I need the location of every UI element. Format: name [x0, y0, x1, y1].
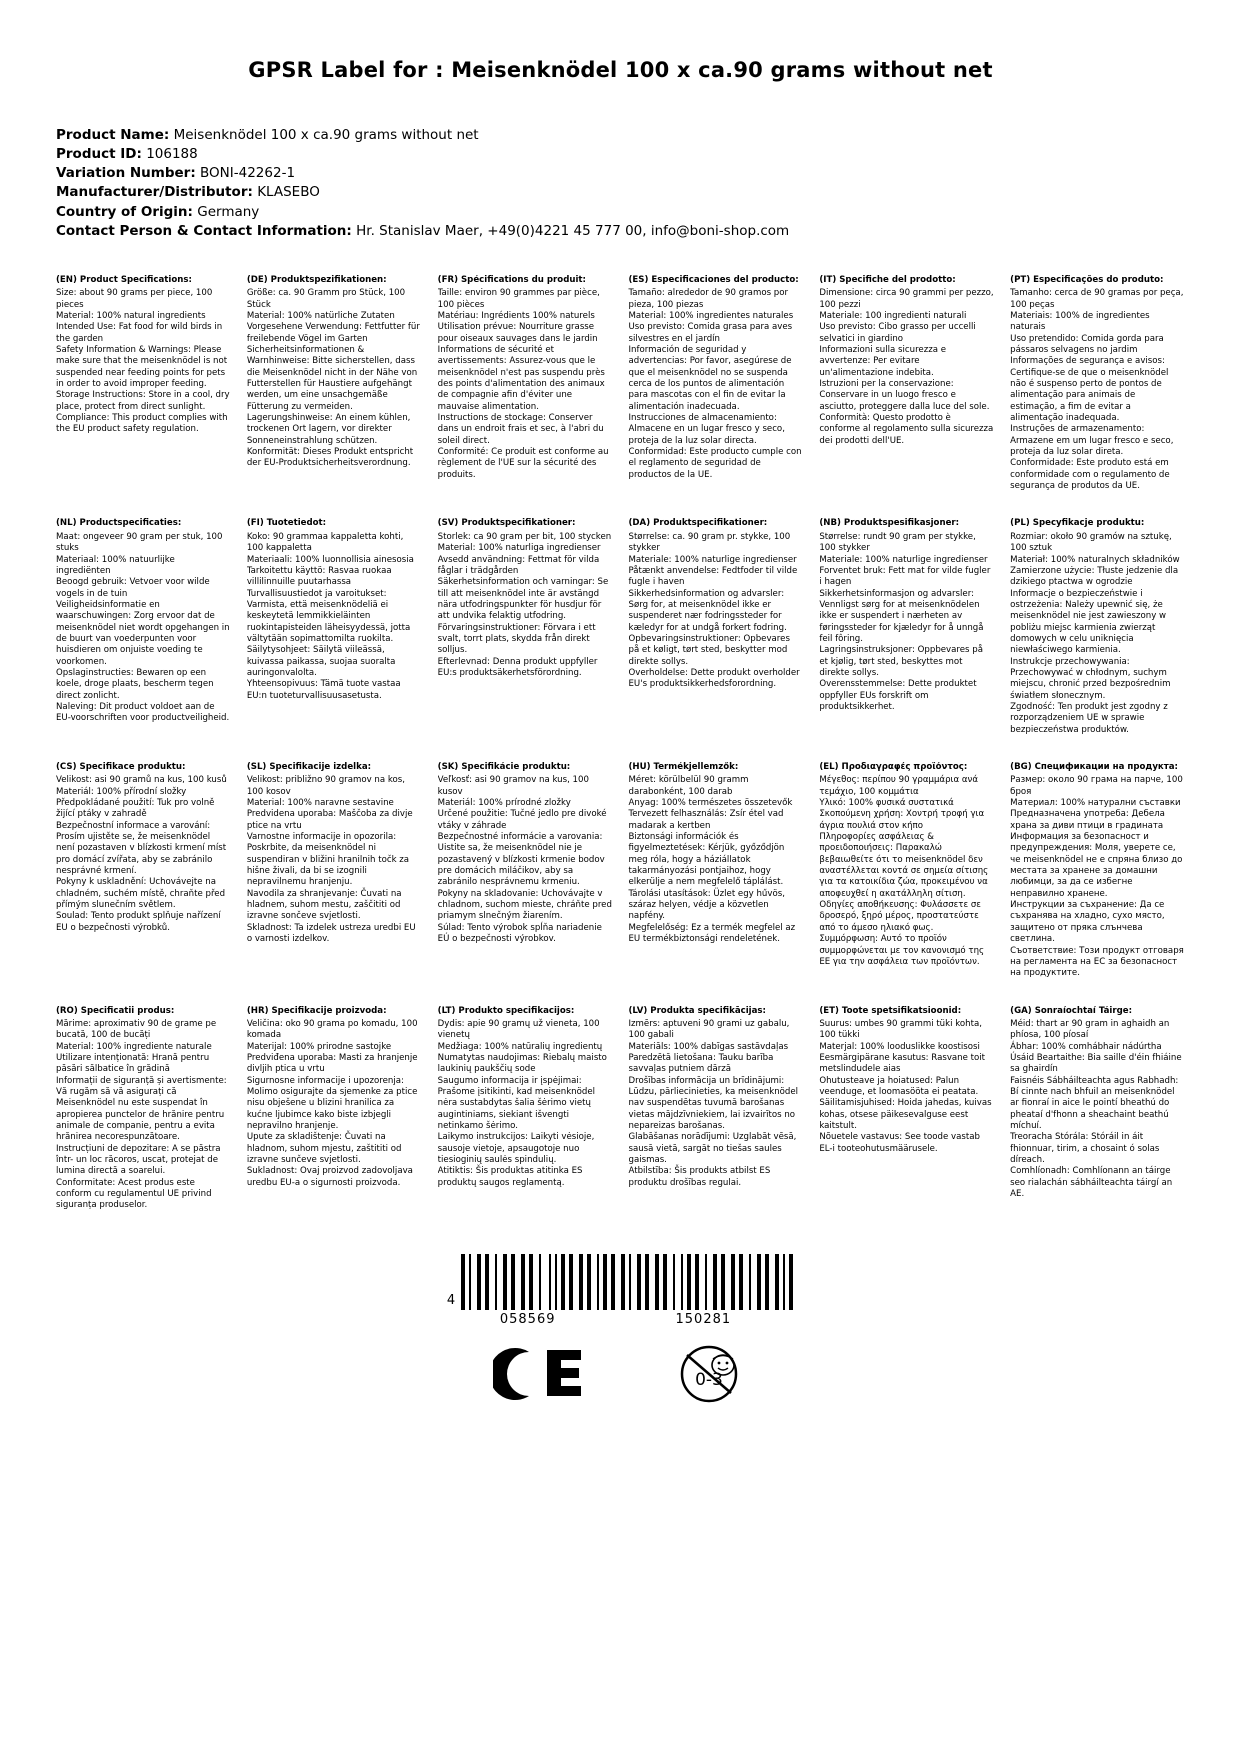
spec-body: Größe: ca. 90 Gramm pro Stück, 100 Stück Material: 100% natürliche Zutaten Vorgesehene Verwendung: Fettfutter für freilebende Vögel im Garten Sicherheitsinformationen & Warnhinweise: Bitte sicherstellen, dass die Meisenknödel nicht in der Nähe von Futterstellen für Haustiere aufgehängt werden, um eine unsachgemäße Fütterung zu vermeiden. Lagerungshinweise: An einem kühlen, trockenen Ort lagern, vor direkter Sonneneinstrahlung schützen. Konformität: Dieses Produkt entspricht der EU-Produktsicherheitsverordnung. [246, 288, 420, 469]
spec-block [819, 518, 994, 762]
spec-heading: (DE) Produktspezifikationen: [246, 274, 387, 285]
spec-body: Méid: thart ar 90 gram in aghaidh an phíosa, 100 píosaí Ábhar: 100% comhábhair nádúrtha Úsáid Beartaithe: Bia saille d'éin fhiáine sa ghairdín Faisnéis Sábháilteachta agus Rabhadh: Bí cinnte nach bhfuil an meisenknödel ar fionraí in aice le pointí bheathú do pheataí d'fhonn a sheachaint beathú míchuí. Treoracha Stórála: Stóráil in áit fhionnuar, tirim, a chosaint ó solas díreach. Comhlíonadh: Comhlíonann an táirge seo rialachán sábháilteachta táirgí an AE. [1010, 1018, 1182, 1200]
spec-heading: (CS) Specifikace produktu: [56, 762, 186, 772]
spec-heading: (NL) Productspecificaties: [56, 518, 182, 529]
spec-block [438, 518, 613, 762]
spec-heading: (LV) Produkta specifikācijas: [628, 1005, 766, 1016]
product-id-label: Product ID: [56, 146, 142, 163]
spec-body: Tamaño: alrededor de 90 gramos por pieza, 100 piezas Material: 100% ingredientes naturales Uso previsto: Comida grasa para aves silvestres en el jardín Información de seguridad y advertencias: Por favor, asegúrese de que el meisenknödel no se suspenda cerca de los puntos de alimentación para mascotas con el fin de evitar la alimentación inadecuada. Instrucciones de almacenamiento: Almacene en un lugar fresco y seco, proteja de la luz solar directa. Conformidad: Este producto cumple con el reglamento de seguridad de productos de la UE. [628, 288, 802, 480]
spec-block [438, 1006, 613, 1238]
compliance-marks [493, 1343, 749, 1409]
spec-body: Størrelse: rundt 90 gram per stykke, 100 stykker Materiale: 100% naturlige ingredienser Forventet bruk: Fett mat for vilde fugler i hagen Sikkerhetsinformasjon og advarsler: Vennligst sørg for at meisenknödelen ikke er suspendert i nærheten av føringssteder for kjæledyr for å unngå feil fôring. Lagringsinstruksjoner: Oppbevares på et kjølig, tørt sted, beskyttes mot direkte sollys. Overensstemmelse: Dette produktet oppfyller EUs forskrift om produktsikkerhet. [819, 531, 991, 712]
spec-body: Storlek: ca 90 gram per bit, 100 stycken Material: 100% naturliga ingredienser Avsedd användning: Fettmat för vilda fåglar i trädgården Säkerhetsinformation och varningar: Se till att meisenknödel inte är avstängd nära utfodringspunkter för husdjur för att undvika felaktig utfodring. Förvaringsinstruktioner: Förvara i ett svalt, torrt plats, skydda från direkt solljus. Efterlevnad: Denna produkt uppfyller EU:s produktsäkerhetsförordning. [437, 531, 612, 678]
contact-value: Hr. Stanislav Maer, +49(0)4221 45 777 00, info@boni-shop.com [356, 222, 790, 239]
spec-body: Méret: körülbelül 90 gramm darabonként, 100 darab Anyag: 100% természetes összetevők Tervezett felhasználás: Zsír étel vad madarak a kertben Biztonsági információk és figyelmeztetések: Kérjük, győződjön meg róla, hogy a háziállatok takarmányozási pontjaihoz, hogy elkerülje a nem megfelelő táplálást. Tárolási utasítások: Üzlet egy hűvös, száraz helyen, védje a közvetlen napfény. Megfelelőség: Ez a termék megfelel az EU termékbiztonsági rendeletének. [628, 775, 796, 945]
spec-body: Størrelse: ca. 90 gram pr. stykke, 100 stykker Materiale: 100% naturlige ingredienser Påtænkt anvendelse: Fedtfoder til vilde fugle i haven Sikkerhedsinformation og advarsler: Sørg for, at meisenknödel ikke er suspenderet nær fodringssteder for kæledyr for at undgå forkert fodring. Opbevaringsinstruktioner: Opbevares på et køligt, tørt sted, beskytter mod direkte sollys. Overholdelse: Dette produkt overholder EU's produktsikkerhedsforordning. [628, 531, 800, 690]
meta-row-product-name [56, 126, 1185, 145]
barcode-first-digit: 4 [446, 1292, 456, 1308]
contact-label: Contact Person & Contact Information: [56, 222, 352, 239]
spec-heading: (FI) Tuotetiedot: [246, 518, 327, 529]
product-meta-block [56, 126, 1185, 241]
meta-row-variation-number [56, 164, 1185, 183]
meta-row-product-id [56, 145, 1185, 164]
spec-body: Maat: ongeveer 90 gram per stuk, 100 stuks Materiaal: 100% natuurlijke ingrediënten Beoogd gebruik: Vetvoer voor wilde vogels in de tuin Veiligheidsinformatie en waarschuwingen: Zorg ervoor dat de meisenknödel niet wordt opgehangen in de buurt van voederpunten voor huisdieren om onjuiste voeding te voorkomen. Opslaginstructies: Bewaren op een koele, droge plaats, bescherm tegen direct zonlicht. Naleving: Dit product voldoet aan de EU-voorschriften voor productveiligheid. [56, 531, 230, 724]
spec-heading: (IT) Specifiche del prodotto: [819, 274, 956, 285]
spec-body: Veľkosť: asi 90 gramov na kus, 100 kusov Materiál: 100% prírodné zložky Určené použitie: Tučné jedlo pre divoké vtáky v záhrade Bezpečnostné informácie a varovania: Uistite sa, že meisenknödel nie je pozastavený v blízkosti krmenie bodov pre domácich miláčikov, aby sa zabránilo nesprávnemu krmeniu. Pokyny na skladovanie: Uchovávajte v chladnom, suchom mieste, chráňte pred priamym slnečným žiarením. Súlad: Tento výrobok spĺňa nariadenie EÚ o bezpečnosti výrobkov. [437, 775, 612, 945]
ce-mark-icon [493, 1346, 589, 1406]
spec-body: Koko: 90 grammaa kappaletta kohti, 100 kappaletta Materiaali: 100% luonnollisia ainesosia Tarkoitettu käyttö: Rasvaa ruokaa villilinnuille puutarhassa Turvallisuustiedot ja varoitukset: Varmista, että meisenknödeliä ei keskeytetä lemmikkieläinten ruokintapisteiden läheisyydessä, jotta vältytään sopimattomilta ruokilta. Säilytysohjeet: Säilytä viileässä, kuivassa paikassa, suojaa suoralta auringonvalolta. Yhteensopivuus: Tämä tuote vastaa EU:n tuoteturvallisuusasetusta. [246, 531, 414, 701]
spec-block [628, 275, 803, 519]
spec-heading: (ES) Especificaciones del producto: [628, 274, 799, 285]
spec-body: Velikost: približno 90 gramov na kos, 100 kosov Material: 100% naravne sestavine Predvidena uporaba: Maščoba za divje ptice na vrtu Varnostne informacije in opozorila: Poskrbite, da meisenknödel ni suspendiran v bližini hranilnih točk za hišne živali, da bi se izognili nepravilnemu hranjenju. Navodila za shranjevanje: Čuvati na hladnem, suhom mestu, zaščititi od izravne sončeve svjetlosti. Skladnost: Ta izdelek ustreza uredbi EU o varnosti izdelkov. [246, 775, 416, 945]
spec-heading: (SL) Specifikacije izdelka: [246, 762, 372, 772]
footer-marks [56, 1254, 1185, 1409]
spec-heading: (HR) Specifikacije proizvoda: [246, 1005, 387, 1016]
spec-body: Μέγεθος: περίπου 90 γραμμάρια ανά τεμάχιο, 100 κομμάτια Υλικό: 100% φυσικά συστατικά Σκοπούμενη χρήση: Χοντρή τροφή για άγρια πουλιά στον κήπο Πληροφορίες ασφάλειας & προειδοποιήσεις: Παρακαλώ βεβαιωθείτε ότι το meisenknödel δεν αναστέλλεται κοντά σε σημεία σίτισης για τα κατοικίδια ζώα, προκειμένου να αποφευχθεί η ακατάλληλη σίτιση. Οδηγίες αποθήκευσης: Φυλάσσετε σε δροσερό, ξηρό μέρος, προστατεύστε από το άμεσο ηλιακό φως. Συμμόρφωση: Αυτό το προϊόν συμμορφώνεται με τον κανονισμό της ΕΕ για την ασφάλεια των προϊόντων. [819, 775, 989, 967]
page-title: GPSR Label for : Meisenknödel 100 x ca.90 grams without net [248, 58, 993, 82]
product-name-label: Product Name: [56, 127, 170, 143]
country-of-origin-value: Germany [197, 203, 260, 220]
spec-body: Dydis: apie 90 gramų už vieneta, 100 vienetų Medžiaga: 100% natūralių ingredientų Numatytas naudojimas: Riebalų maisto laukinių paukščių sode Saugumo informacija ir įspėjimai: Prašome įsitikinti, kad meisenknödel nėra sustabdytas šalia šėrimo vietų augintiniams, siekiant išvengti netinkamo šėrimo. Laikymo instrukcijos: Laikyti vėsioje, sausoje vietoje, apsaugotoje nuo tiesioginių saulės spindulių. Atitiktis: Šis produktas atitinka ES produktų saugos reglamentą. [437, 1018, 607, 1188]
spec-block [56, 518, 231, 762]
spec-heading: (ET) Toote spetsifikatsioonid: [819, 1005, 962, 1016]
spec-body: Tamanho: cerca de 90 gramas por peça, 100 peças Materiais: 100% de ingredientes naturais Uso pretendido: Comida gorda para pássaros selvagens no jardim Informações de segurança e avisos: Certifique-se de que o meisenknödel não é suspenso perto de pontos de alimentação para animais de estimação, a fim de evitar a alimentação inadequada. Instruções de armazenamento: Armazene em um lugar fresco e seco, proteja da luz solar direta. Conformidade: Este produto está em conformidade com o regulamento de segurança de produtos da UE. [1010, 288, 1184, 492]
spec-block [438, 762, 613, 1006]
spec-block [247, 518, 422, 762]
barcode-left-group: 058569 [499, 1311, 556, 1327]
meta-row-contact [56, 222, 1185, 241]
spec-heading: (FR) Spécifications du produit: [437, 274, 586, 285]
spec-heading: (RO) Specificatii produs: [56, 1005, 175, 1016]
barcode-numbers [499, 1311, 732, 1327]
variation-number-value: BONI-42262-1 [200, 165, 296, 182]
spec-block [1010, 275, 1185, 519]
spec-heading: (HU) Termékjellemzők: [628, 762, 739, 772]
age-label: 0-3 [694, 1369, 723, 1390]
spec-block [56, 1006, 231, 1238]
spec-body: Size: about 90 grams per piece, 100 pieces Material: 100% natural ingredients Intended Use: Fat food for wild birds in the garden Safety Information & Warnings: Please make sure that the meisenknödel is not suspended near feeding points for pets in order to avoid improper feeding. Storage Instructions: Store in a cool, dry place, protect from direct sunlight. Compliance: This product complies with the EU product safety regulation. [56, 288, 230, 435]
spec-block [438, 275, 613, 519]
spec-heading: (NB) Produktspesifikasjoner: [819, 518, 960, 529]
spec-heading: (PL) Specyfikacje produktu: [1010, 518, 1145, 529]
spec-body: Velikost: asi 90 gramů na kus, 100 kusů Materiál: 100% přírodní složky Předpokládané použití: Tuk pro volně žijící ptáky v zahradě Bezpečnostní informace a varování: Prosím ujistěte se, že meisenknödel není pozastaven v blízkosti krmení míst pro domácí zvířata, aby se zabránilo nesprávné krmení. Pokyny k uskladnění: Uchovávejte na chladném, suchém místě, chraňte před přímým slunečním světlem. Soulad: Tento produkt splňuje nařízení EU o bezpečnosti výrobků. [56, 775, 227, 933]
age-restriction-0-3-icon [669, 1343, 749, 1409]
spec-body: Izmērs: aptuveni 90 grami uz gabalu, 100 gabali Materiāls: 100% dabīgas sastāvdaļas Paredzētā lietošana: Tauku barība savvaļas putniem dārzā Drošības informācija un brīdinājumi: Lūdzu, pārliecinieties, ka meisenknödel nav suspendētas tuvumā barošanas vietas mājdzīvniekiem, lai izvairītos no nepareizas barošanas. Glabāšanas norādījumi: Uzglabāt vēsā, sausā vietā, sargāt no tiešas saules gaismas. Atbilstība: Šis produkts atbilst ES produktu drošības regulai. [628, 1018, 799, 1188]
manufacturer-label: Manufacturer/Distributor: [56, 184, 253, 201]
specifications-grid [56, 275, 1185, 1238]
spec-heading: (DA) Produktspecifikationer: [628, 518, 768, 529]
spec-block [1010, 762, 1185, 1006]
spec-body: Suurus: umbes 90 grammi tüki kohta, 100 tükki Materjal: 100% looduslikke koostisosi Eesmärgipärane kasutus: Rasvane toit metslindudele aias Ohutusteave ja hoiatused: Palun veenduge, et loomasööta ei peatata. Säilitamisjuhised: Hoida jahedas, kuivas kohas, otsese päikesevalguse eest kaitstult. Nõuetele vastavus: See toode vastab EL-i tooteohutusmäärusele. [819, 1018, 992, 1154]
spec-heading: (GA) Sonraíochtaí Táirge: [1010, 1005, 1133, 1016]
spec-block [819, 1006, 994, 1238]
spec-block [628, 762, 803, 1006]
manufacturer-value: KLASEBO [257, 184, 320, 201]
spec-heading: (PT) Especificações do produto: [1010, 274, 1164, 285]
country-of-origin-label: Country of Origin: [56, 203, 193, 220]
spec-block [628, 1006, 803, 1238]
spec-block [819, 762, 994, 1006]
meta-row-country-of-origin [56, 203, 1185, 222]
spec-heading: (EL) Προδιαγραφές προϊόντος: [819, 762, 968, 772]
spec-heading: (SK) Špecifikácie produktu: [437, 762, 571, 772]
spec-heading: (LT) Produkto specifikacijos: [437, 1005, 575, 1016]
variation-number-label: Variation Number: [56, 165, 196, 182]
barcode [447, 1254, 794, 1310]
spec-body: Dimensione: circa 90 grammi per pezzo, 100 pezzi Materiale: 100 ingredienti naturali Uso previsto: Cibo grasso per uccelli selvatici in giardino Informazioni sulla sicurezza e avvertenze: Per evitare un'alimentazione indebita. Istruzioni per la conservazione: Conservare in un luogo fresco e asciutto, proteggere dalla luce del sole. Conformità: Questo prodotto è conforme al regolamento sulla sicurezza dei prodotti dell'UE. [819, 288, 994, 446]
barcode-bars [461, 1254, 794, 1310]
spec-block [247, 275, 422, 519]
spec-block [56, 762, 231, 1006]
spec-block [1010, 518, 1185, 762]
spec-heading: (SV) Produktspecifikationer: [437, 518, 576, 529]
spec-block [819, 275, 994, 519]
product-id-value: 106188 [146, 146, 198, 163]
spec-block [56, 275, 231, 519]
barcode-right-group: 150281 [675, 1311, 732, 1327]
spec-heading: (EN) Product Specifications: [56, 274, 192, 285]
meta-row-manufacturer [56, 183, 1185, 202]
spec-body: Veličina: oko 90 grama po komadu, 100 komada Materijal: 100% prirodne sastojke Predviđena uporaba: Masti za hranjenje divljih ptica u vrtu Sigurnosne informacije i upozorenja: Molimo osigurajte da sjemenke za ptice nisu obješene u blizini hranilica za kućne ljubimce kako biste izbjegli nepravilno hranjenje. Upute za skladištenje: Čuvati na hladnom, suhom mjestu, zaštititi od izravne sunčeve svjetlosti. Sukladnost: Ovaj proizvod zadovoljava uredbu EU-a o sigurnosti proizvoda. [246, 1018, 418, 1188]
spec-block [247, 1006, 422, 1238]
spec-block [1010, 1006, 1185, 1238]
spec-heading: (BG) Спецификации на продукта: [1010, 762, 1178, 772]
spec-body: Rozmiar: około 90 gramów na sztukę, 100 sztuk Materiał: 100% naturalnych składników Zamierzone użycie: Tłuste jedzenie dla dzikiego ptactwa w ogrodzie Informacje o bezpieczeństwie i ostrzeżenia: Należy upewnić się, że meisenknödel nie jest zawieszony w pobliżu miejsc karmienia zwierząt domowych w celu uniknięcia niewłaściwego karmienia. Instrukcje przechowywania: Przechowywać w chłodnym, suchym miejscu, chronić przed bezpośrednim światłem słonecznym. Zgodność: Ten produkt jest zgodny z rozporządzeniem UE w sprawie bezpieczeństwa produktów. [1010, 531, 1180, 735]
spec-block [247, 762, 422, 1006]
spec-block [628, 518, 803, 762]
spec-body: Mărime: aproximativ 90 de grame pe bucată, 100 de bucăți Material: 100% ingrediente naturale Utilizare intenționată: Hrană pentru păsări sălbatice în grădină Informații de siguranță și avertismente: Vă rugăm să vă asigurați că Meisenknödel nu este suspendat în apropierea punctelor de hrănire pentru animale de companie, pentru a evita hrănirea necorespunzătoare. Instrucțiuni de depozitare: A se păstra într- un loc răcoros, uscat, protejat de lumina directă a soarelui. Conformitate: Acest produs este conform cu regulamentul UE privind siguranța produselor. [56, 1018, 227, 1211]
product-name-value: Meisenknödel 100 x ca.90 grams without net [173, 127, 479, 143]
spec-body: Размер: около 90 грама на парче, 100 броя Материал: 100% натурални съставки Предназначена употреба: Дебела храна за диви птици в градината Информация за безопасност и предупреждения: Моля, уверете се, че meisenknödel не е спряна близо до местата за хранене за домашни любимци, за да се избегне неправилно хранене. Инструкции за съхранение: Да се съхранява на хладно, сухо място, защитено от пряка слънчева светлина. Съответствие: Този продукт отговаря на регламента на ЕС за безопасност на продуктите. [1010, 775, 1184, 979]
spec-body: Taille: environ 90 grammes par pièce, 100 pièces Matériau: Ingrédients 100% naturels Utilisation prévue: Nourriture grasse pour oiseaux sauvages dans le jardin Informations de sécurité et avertissements: Assurez-vous que le meisenknödel n'est pas suspendu près des points d'alimentation des animaux de compagnie afin d'éviter une mauvaise alimentation. Instructions de stockage: Conserver dans un endroit frais et sec, à l'abri du soleil direct. Conformité: Ce produit est conforme au règlement de l'UE sur la sécurité des produits. [437, 288, 609, 480]
